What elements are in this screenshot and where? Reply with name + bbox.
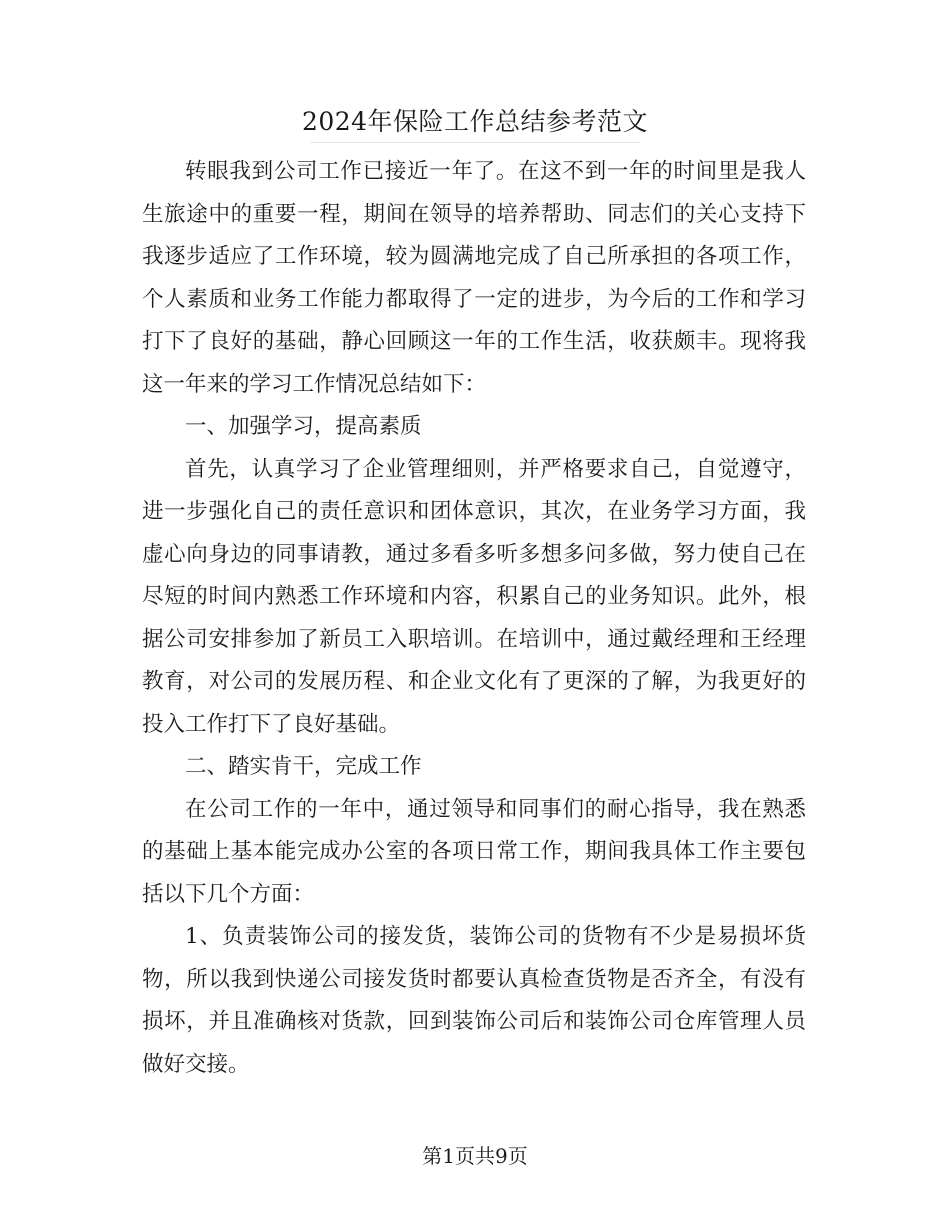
paragraph-study: 首先，认真学习了企业管理细则，并严格要求自己，自觉遵守，进一步强化自己的责任意识和团体意识，其次，在业务学习方面，我虚心向身边的同事请教，通过多看多听多想多问多做，努力使自己在尽短的时间内熟悉工作环境和内容，积累自己的业务知识。此外，根据公司安排参加了新员工入职培训。在培训中，通过戴经理和王经理教育，对公司的发展历程、和企业文化有了更深的了解，为我更好的投入工作打下了良好基础。: [142, 456, 806, 737]
section-heading-2: 二、踏实肯干，完成工作: [185, 754, 422, 779]
section-heading-1: 一、加强学习，提高素质: [185, 414, 422, 439]
document-title: 2024年保险工作总结参考范文: [301, 107, 649, 136]
document-body: [142, 151, 806, 1086]
paragraph-intro: 转眼我到公司工作已接近一年了。在这不到一年的时间里是我人生旅途中的重要一程，期间在领导的培养帮助、同志们的关心支持下我逐步适应了工作环境，较为圆满地完成了自己所承担的各项工作，个人素质和业务工作能力都取得了一定的进步，为今后的工作和学习打下了良好的基础，静心回顾这一年的工作生活，收获颇丰。现将我这一年来的学习工作情况总结如下：: [142, 159, 806, 397]
title-underline: [310, 142, 640, 143]
paragraph-work: 在公司工作的一年中，通过领导和同事们的耐心指导，我在熟悉的基础上基本能完成办公室的各项日常工作，期间我具体工作主要包括以下几个方面：: [142, 796, 806, 907]
paragraph-item-1: 1、负责装饰公司的接发货，装饰公司的货物有不少是易损坏货物，所以我到快递公司接发货时都要认真检查货物是否齐全，有没有损坏，并且准确核对货款，回到装饰公司后和装饰公司仓库管理人员做好交接。: [142, 924, 806, 1077]
page-number: 第1页共9页: [422, 1144, 528, 1168]
